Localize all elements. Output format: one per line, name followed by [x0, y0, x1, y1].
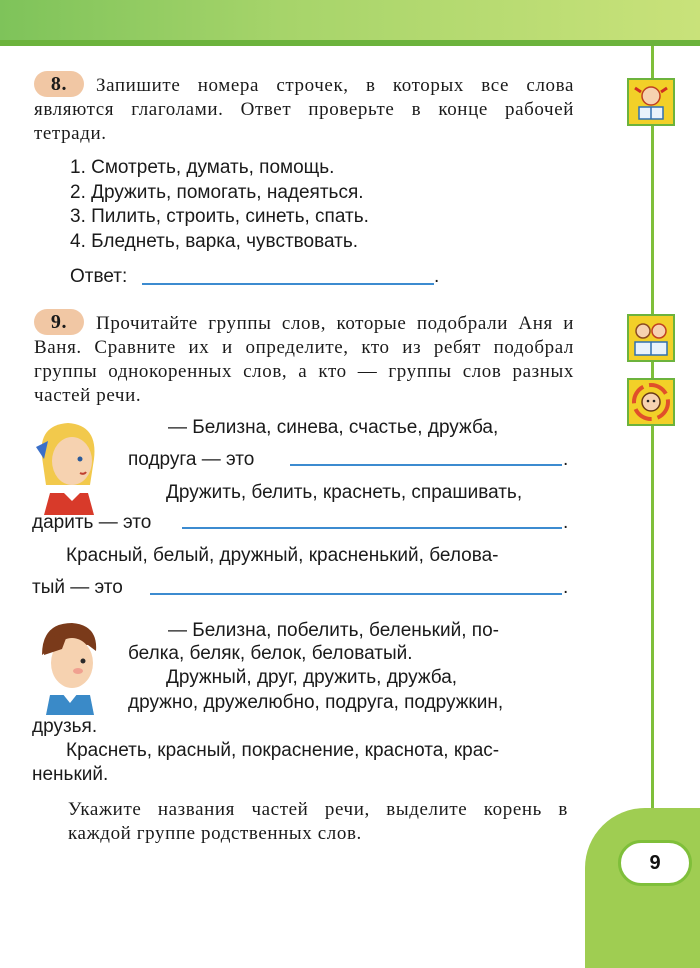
vanya-group1-line2: белка, беляк, белок, беловатый. — [128, 643, 413, 664]
vanya-group3-line2: ненький. — [32, 764, 109, 785]
period: . — [563, 577, 569, 598]
exercise-9-text: Прочитайте группы слов, которые подобрали Аня и Ваня. Сравните их и определите, кто из ребят подобрал группы однокоренных слов, а кто — группы слов разных частей речи. — [34, 313, 574, 406]
exercise-8-text: Запишите номера строчек, в которых все слова являются глаголами. Ответ проверьте в конце рабочей тетради. — [34, 75, 574, 144]
corner-decor — [585, 808, 700, 968]
boy-vanya-illustration — [28, 615, 108, 715]
cycle-boy-icon — [627, 378, 675, 426]
list-item: 4. Бледнеть, варка, чувствовать. — [70, 230, 358, 252]
vanya-group1-line1: — Белизна, побелить, беленький, по- — [168, 620, 499, 641]
exercise-8-number: 8. — [34, 71, 84, 97]
answer-line-anya-1[interactable] — [290, 464, 562, 466]
list-item: 2. Дружить, помогать, надеяться. — [70, 181, 364, 203]
exercise-8-instruction — [34, 71, 574, 146]
exercise-8-list — [70, 156, 369, 254]
exercise-9-instruction — [34, 309, 574, 408]
period: . — [563, 449, 569, 470]
vanya-group2-line1: Дружный, друг, дружить, дружба, — [166, 667, 458, 688]
anya-group2-line2: дарить — это — [32, 512, 152, 533]
list-item: 3. Пилить, строить, синеть, спать. — [70, 206, 369, 227]
answer-label: Ответ: — [70, 266, 128, 287]
answer-line-ex8[interactable] — [142, 283, 434, 285]
top-decor-band — [0, 0, 700, 46]
vanya-group3-line1: Краснеть, красный, покраснение, краснота, крас- — [66, 740, 500, 761]
reading-girl-icon — [627, 78, 675, 126]
anya-group3-line1: Красный, белый, дружный, красненький, белова- — [66, 545, 499, 566]
period: . — [563, 512, 569, 533]
vanya-group2-line2: дружно, дружелюбно, подруга, подружкин, — [128, 692, 504, 713]
page-number: 9 — [618, 840, 692, 886]
period: . — [434, 266, 440, 287]
anya-group1-line1: — Белизна, синева, счастье, дружба, — [168, 417, 499, 438]
margin-line — [651, 46, 654, 846]
anya-group1-line2: подруга — это — [128, 449, 255, 470]
vanya-group2-line3: друзья. — [32, 716, 98, 737]
final-task: Укажите названия частей речи, выделите корень в каждой группе родственных слов. — [68, 799, 568, 844]
list-item: 1. Смотреть, думать, помощь. — [70, 157, 335, 178]
answer-line-anya-2[interactable] — [182, 527, 562, 529]
answer-line-anya-3[interactable] — [150, 593, 562, 595]
anya-group2-line1: Дружить, белить, краснеть, спрашивать, — [166, 482, 523, 503]
anya-group3-line2: тый — это — [32, 577, 123, 598]
girl-anya-illustration — [28, 415, 108, 515]
exercise-9-number: 9. — [34, 309, 84, 335]
reading-children-icon — [627, 314, 675, 362]
